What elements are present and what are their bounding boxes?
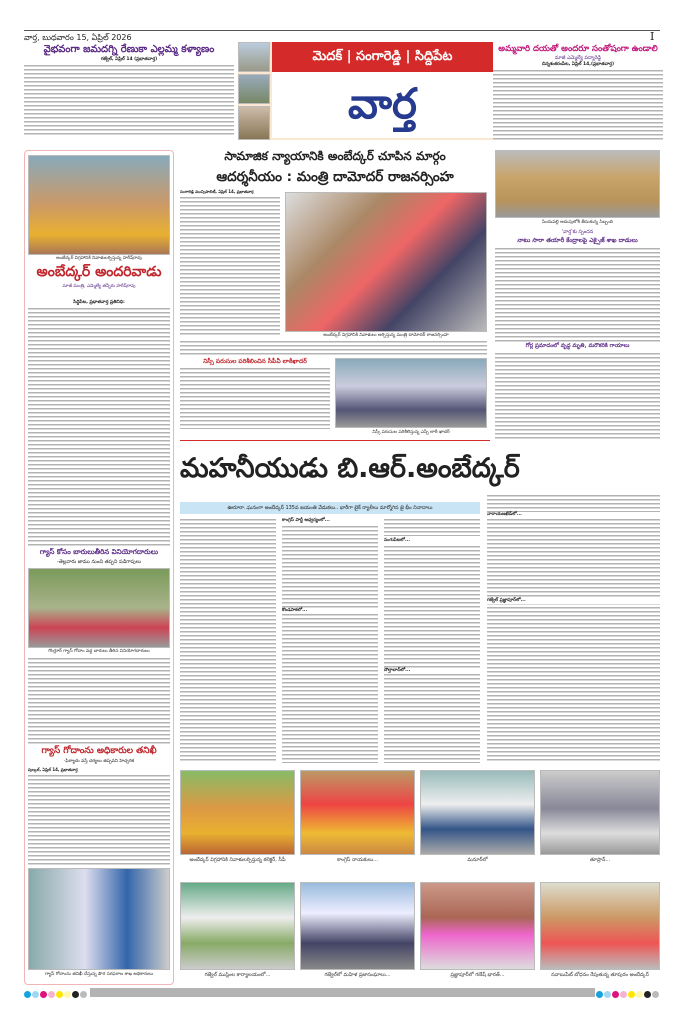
lead-sub-body	[180, 367, 330, 429]
gas-inspection-dateline: పుల్కల్, ఏప్రిల్ 14, ప్రభాతవార్త	[28, 767, 78, 772]
top-left-dateline: గజ్వేల్, ఏప్రిల్ 14 (ప్రభాతవార్త)	[100, 57, 158, 62]
top-right-body	[493, 69, 663, 140]
banner-photo	[238, 74, 270, 104]
accident-body	[495, 352, 660, 440]
photo-4	[540, 770, 660, 855]
photo-7	[420, 882, 535, 970]
banner-photo	[238, 106, 270, 140]
feature-col1	[180, 518, 276, 763]
gas-inspection-subhead: -ఫిర్యాదు వస్తే చర్యలు తప్పవని హెచ్చరిక	[63, 759, 135, 764]
registration-dots-left	[24, 989, 88, 998]
left-subhead: మాజీ మంత్రి, ఎమ్మెల్యే తన్నీరు హరీష్‌రావు	[62, 284, 136, 289]
divider	[180, 440, 490, 441]
lead-sub-headline: నిస్సీ పరుసుల పరిశీలించిన సీపీవీ లాఠీఖాదర్	[203, 358, 307, 365]
lead-photo	[285, 192, 487, 332]
feature-subhead: నారాయణఖేడ్‌లో...	[487, 512, 660, 518]
left-dateline: సిద్దిపేట, ప్రభాతవార్త ప్రతినిధి:	[73, 300, 125, 305]
feature-band: ఊరూరా..ఘనంగా అంబేద్కర్ 135వ జయంతి వేడుకలు.. భారీగా బైక్ ర్యాలీలు మార్మోగిన జై భీం నినాదాలు	[180, 502, 480, 514]
vaartha-logo: వార్త	[272, 72, 493, 138]
photo-caption: మనూర్‌లో	[467, 857, 488, 863]
banner-photo	[238, 42, 270, 72]
feature-col2	[282, 525, 378, 763]
top-right-dateline: చిన్నశంకరంపేట, ఏప్రిల్ 14,(ప్రభాతవార్త)	[541, 62, 615, 67]
excise-kicker: 'వార్త'కు స్పందన	[561, 229, 594, 235]
gray-bar	[90, 988, 595, 997]
lead-sub-caption: నిస్సీ పరుసుల పరిశీలిస్తున్న ఎస్పీ లాఠీ ఖాదర్	[372, 430, 450, 435]
photo-caption: ప్రజ్ఞాపూర్‌లో గణేష్ భారత్...	[450, 972, 505, 978]
lead-body-cont	[180, 340, 487, 356]
accident-headline: గోర్ల ప్రమాదంలో వృద్ధ మృతి, మరొకరికి గాయాలు	[525, 343, 630, 349]
gas-queue-subhead: -తెల్లవారు జాము నుంచి తప్పని పడిగాపులు	[57, 559, 141, 565]
photo-caption: కాంగ్రెస్ నాయకులు...	[337, 857, 378, 863]
banner-districts: మెదక్ | సంగారెడ్డి | సిద్దిపేట	[272, 42, 493, 72]
feature-subhead: కాంగ్రెస్ పార్టీ ఆధ్వర్యంలో...	[282, 518, 330, 523]
gas-queue-body	[28, 657, 170, 745]
photo-2	[300, 770, 415, 855]
registration-dots-right	[596, 989, 660, 998]
left-headline: అంబేద్కర్ అందరివాడు	[36, 264, 162, 280]
excise-photo-caption: సిందుపల్లి అదుపులోకి తీసుకున్న సిబ్బంది	[542, 220, 613, 225]
left-body	[28, 307, 170, 547]
left-photo-caption: అంబేద్కర్ విగ్రహానికి నివాళులర్పిస్తున్న హరీష్‌రావు	[56, 256, 142, 261]
photo-3	[420, 770, 535, 855]
header-rule	[24, 30, 660, 31]
gas-queue-photo	[28, 568, 170, 648]
feature-subhead: దౌల్తాబాద్‌లో...	[384, 668, 480, 674]
photo-8	[540, 882, 660, 970]
lead-sub-photo	[335, 358, 487, 428]
feature-subhead: సంగుపేటలో...	[384, 538, 411, 543]
feature-subhead: కొండపాకలో...	[282, 608, 378, 614]
feature-col3	[384, 518, 480, 536]
feature-headline: మహనీయుడు బి.ఆర్.అంబేద్కర్	[180, 453, 520, 484]
photo-caption: నవాబుపేట్ బోధనం రేపుతున్న తూపురం అంబేద్కర్	[551, 972, 649, 978]
page-marker: I	[650, 30, 655, 43]
feature-col3b	[384, 545, 480, 763]
banner	[238, 42, 493, 140]
photo-caption: తూప్రాన్...	[589, 857, 611, 863]
harish-rao-photo	[28, 155, 170, 255]
excise-photo	[495, 150, 660, 218]
top-right-headline: అమ్మవారి దయతో అందరూ సంతోషంగా ఉండాలి	[498, 44, 658, 54]
excise-body	[495, 247, 660, 342]
gas-queue-caption: గొంగ్లూర్ గ్యాస్ గోదాం వద్ద బారులు తీరిన వినియోగదారులు	[48, 649, 150, 654]
gas-inspection-photo	[28, 868, 170, 970]
gas-inspection-headline: గ్యాస్ గోదాంను అధికారుల తనిఖీ	[41, 746, 157, 756]
photo-caption: గజ్వేల్ ముస్లింల కార్యాలయంలో...	[204, 972, 271, 978]
gas-inspection-body	[28, 774, 170, 866]
photo-caption: అంబేద్కర్ విగ్రహానికి నివాళులర్పిస్తున్న కలెక్టర్, సీపీ	[189, 857, 286, 863]
photo-6	[300, 882, 415, 970]
lead-dateline: సంగారెడ్డి మున్సిపాలిటీ, ఏప్రిల్ 14, ప్రభాతవార్త	[180, 189, 254, 194]
lead-headline-line2: ఆదర్శనీయం : మంత్రి దామోదర్ రాజనర్సింహ	[216, 169, 454, 185]
top-left-body	[24, 64, 234, 136]
photo-5	[180, 882, 295, 970]
gas-queue-headline: గ్యాస్ కోసం బారులుతీరిన వినియోగదారులు	[39, 548, 159, 556]
photo-caption: గజ్వేల్‌లో మహిళ ప్రజాసంఘాలు...	[324, 972, 391, 978]
top-left-headline: వైభవంగా జమదగ్ని రేణుకా ఎల్లమ్మ కళ్యాణం	[43, 44, 215, 55]
top-right-subhead: మాజీ ఎమ్మెల్యే పద్మారెడ్డి	[554, 55, 602, 61]
excise-headline: నాటు సారా తయారీ కేంద్రాలపై ఎక్సైజ్ శాఖ దాడులు	[517, 237, 638, 244]
lead-photo-caption: అంబేద్కర్ విగ్రహానికి నివాళులు అర్పిస్తున్న మంత్రి దామోదర్ రాజనర్సింహ	[323, 333, 449, 338]
lead-headline-line1: సామాజిక న్యాయానికి అంబేద్కర్ చూపిన మార్గం	[224, 149, 446, 163]
photo-1	[180, 770, 295, 855]
masthead-date: వార్త, బుధవారం 15, ఏప్రిల్ 2026	[24, 33, 132, 42]
feature-col4	[487, 494, 660, 763]
gas-inspection-caption: గ్యాస్ గోదాంను తనిఖీ చేస్తున్న పౌర సరఫరాల శాఖ అధికారులు	[44, 972, 154, 977]
lead-body	[180, 196, 280, 336]
feature-subhead: గజ్వేల్ ప్రజ్ఞాపూర్‌లో...	[487, 598, 660, 604]
